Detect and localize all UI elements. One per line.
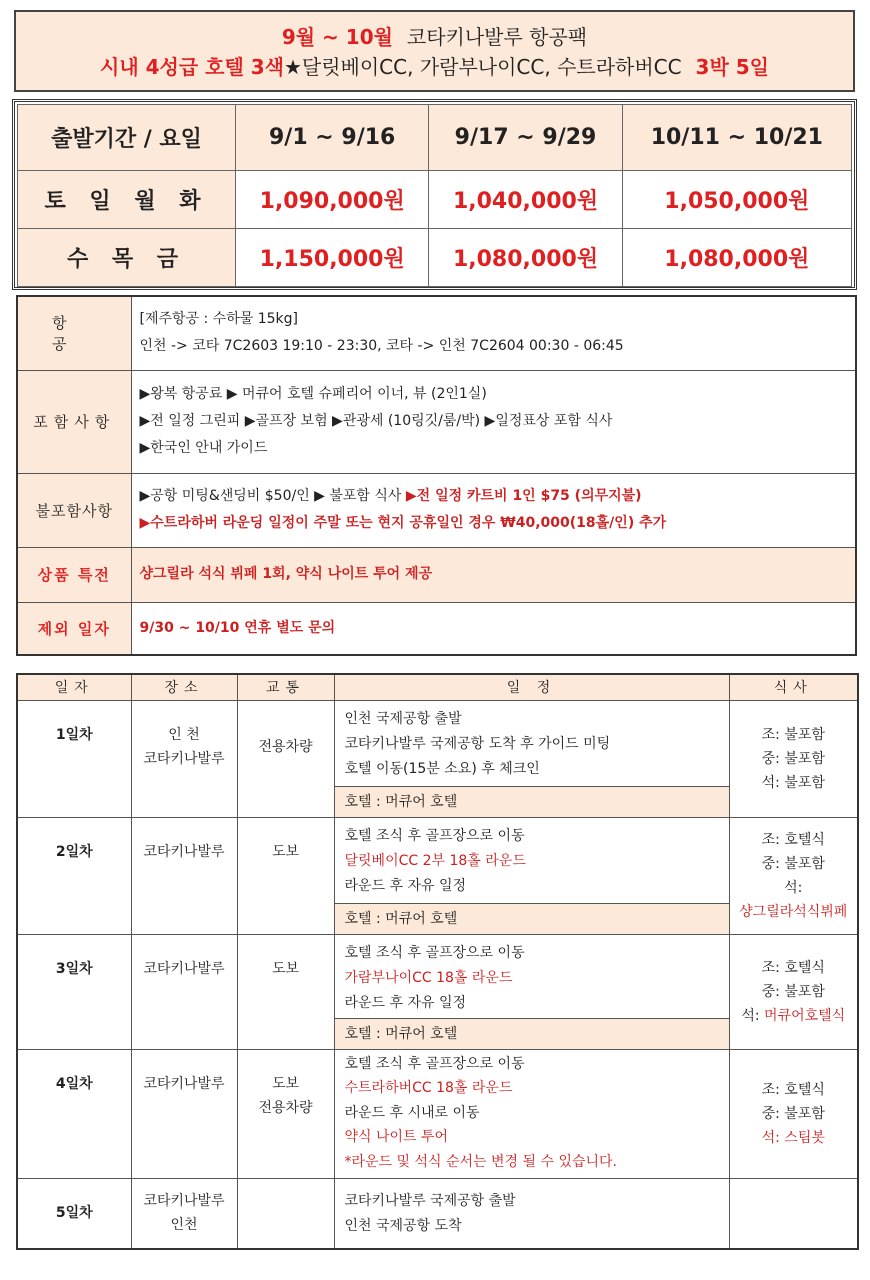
price-header-label: 출발기간 / 요일 [18,105,236,171]
transport-line: 전용차량 [258,1099,313,1116]
schedule-line: 호텔 조식 후 골프장으로 이동 [344,827,525,844]
exclude-label: 불포함사항 [17,473,131,547]
exclude-surcharge: ▶수트라하버 라운딩 일정이 주말 또는 현지 공휴일인 경우 ₩40,000(18홀/인) 추가 [139,515,667,531]
itin-schedule [334,700,729,817]
meal-line: 중: 불포함 [761,750,825,767]
schedule-line: 인천 국제공항 도착 [344,1218,462,1235]
price-period-2: 9/17 ~ 9/29 [429,105,622,171]
itin-place: 코타키나발루 [131,817,237,934]
meal-line-highlight: 샹그릴라석식뷔페 [739,903,848,920]
meal-line: 조: 호텔식 [761,959,825,976]
title-duration: 3박 5일 [695,55,769,79]
itin-day: 5일차 [17,1179,131,1249]
itin-place: 코타키나발루 [131,934,237,1049]
price-period-1: 9/1 ~ 9/16 [236,105,429,171]
schedule-line: 코타키나발루 국제공항 출발 [344,1193,516,1210]
itin-header-day: 일자 [17,674,131,700]
schedule-line-highlight: 약식 나이트 투어 [344,1129,449,1145]
hotel-line: 호텔 : 머큐어 호텔 [335,786,729,817]
flight-info [131,296,856,370]
include-label: 포함사항 [17,370,131,473]
meal-line-highlight: 석: 스팀봇 [761,1129,825,1146]
itin-meals [729,700,858,817]
flight-schedule: 인천 -> 코타 7C2603 19:10 - 23:30, 코타 -> 인천 7C2604 00:30 - 06:45 [139,338,624,355]
exclude-cart-fee: ▶전 일정 카트비 1인 $75 (의무지불) [405,488,642,504]
exclude-line-1a: ▶공항 미팅&샌딩비 $50/인 ▶ 불포함 식사 [139,488,402,504]
itin-place: 코타키나발루 [131,1049,237,1179]
title-courses: ★달릿베이CC, 가람부나이CC, 수트라하버CC [283,55,682,79]
hotel-line: 호텔 : 머큐어 호텔 [335,1018,729,1049]
excluded-dates: 9/30 ~ 10/10 연휴 별도 문의 [131,602,856,655]
itin-meals [729,1049,858,1179]
itin-day: 2일차 [17,817,131,934]
title-hotel: 시내 4성급 호텔 3색 [100,55,284,79]
price-cell: 1,080,000원 [429,229,622,287]
special-label: 상품 특전 [17,547,131,602]
exclude-line [140,483,848,510]
itin-day: 4일차 [17,1049,131,1179]
schedule-line: 라운드 후 자유 일정 [344,994,467,1011]
price-cell: 1,090,000원 [236,171,429,229]
price-cell: 1,040,000원 [429,171,622,229]
itin-place [131,1179,237,1249]
price-cell: 1,080,000원 [622,229,851,287]
itin-header-meal: 식사 [729,674,858,700]
meal-line: 조: 불포함 [761,726,825,743]
price-cell: 1,050,000원 [622,171,851,229]
itin-row [17,1179,858,1249]
itin-meals [729,817,858,934]
itin-transport: 전용차량 [237,700,334,817]
itin-schedule [334,1049,729,1179]
itin-meals [729,934,858,1049]
itin-transport [237,1179,334,1249]
meal-label: 석: [741,1007,765,1024]
meal-line: 중: 불포함 [761,855,825,872]
itin-row [17,817,858,934]
schedule-line-highlight: 달릿베이CC 2부 18홀 라운드 [344,852,526,869]
schedule-line: 호텔 조식 후 골프장으로 이동 [344,1055,525,1072]
meal-line: 석: [784,879,803,896]
itinerary-table [16,673,859,1250]
itin-transport: 도보 [237,817,334,934]
exclude-info [131,473,856,547]
include-line: ▶왕복 항공료 ▶ 머큐어 호텔 슈페리어 이너, 뷰 (2인1실) [139,386,487,402]
meal-line: 조: 호텔식 [761,831,825,848]
itin-transport [237,1049,334,1179]
title-line-2 [16,52,853,82]
meal-line: 석: 불포함 [761,774,825,791]
schedule-line: 라운드 후 자유 일정 [344,877,467,894]
place-line: 코타키나발루 [143,1193,225,1210]
schedule-line-highlight: 가람부나이CC 18홀 라운드 [344,969,513,986]
schedule-line: 호텔 이동(15분 소요) 후 체크인 [344,760,540,777]
itin-row [17,1049,858,1179]
meal-line: 중: 불포함 [761,1105,825,1122]
title-product: 코타키나발루 항공팩 [406,25,588,49]
itin-header-place: 장소 [131,674,237,700]
include-info [131,370,856,473]
excluded-dates-label: 제외 일자 [17,602,131,655]
schedule-line: 코타키나발루 국제공항 도착 후 가이드 미팅 [344,735,611,752]
itin-place [131,700,237,817]
schedule-line-highlight: 수트라하버CC 18홀 라운드 [344,1080,513,1096]
place-line: 인 천 [168,726,200,743]
price-row-label-weekend: 토 일 월 화 [18,171,236,229]
price-table-frame [12,99,857,290]
itin-schedule [334,934,729,1049]
hotel-line: 호텔 : 머큐어 호텔 [335,903,729,934]
itin-day: 3일차 [17,934,131,1049]
itin-schedule [334,817,729,934]
info-table [16,295,857,656]
place-line: 인천 [170,1217,198,1234]
itin-schedule [334,1179,729,1249]
itin-transport: 도보 [237,934,334,1049]
title-line-1 [16,22,853,52]
schedule-line: 인천 국제공항 출발 [344,710,462,727]
itin-day: 1일차 [17,700,131,817]
itin-header-transport: 교통 [237,674,334,700]
place-line: 코타키나발루 [143,750,225,767]
itin-row [17,934,858,1049]
price-row-label-weekday: 수 목 금 [18,229,236,287]
price-period-3: 10/11 ~ 10/21 [622,105,851,171]
include-line: ▶한국인 안내 가이드 [139,440,268,456]
schedule-line: 라운드 후 시내로 이동 [344,1104,480,1121]
title-months: 9월 ~ 10월 [281,25,393,49]
flight-baggage: [제주항공 : 수하물 15kg] [139,311,298,328]
include-line: ▶전 일정 그린피 ▶골프장 보험 ▶관광세 (10링깃/룸/박) ▶일정표상 포함 식사 [139,413,613,429]
meal-line [730,1004,858,1028]
itin-header-schedule: 일 정 [334,674,729,700]
flight-label: 항 공 [17,296,131,370]
itin-meals [729,1179,858,1249]
transport-line: 도보 [271,1075,300,1092]
price-table [17,104,852,287]
schedule-line: 호텔 조식 후 골프장으로 이동 [344,944,525,961]
special-offer: 샹그릴라 석식 뷔페 1회, 약식 나이트 투어 제공 [131,547,856,602]
meal-line: 중: 불포함 [761,983,825,1000]
meal-line-highlight: 머큐어호텔식 [764,1007,846,1024]
meal-line: 조: 호텔식 [761,1081,825,1098]
price-cell: 1,150,000원 [236,229,429,287]
itin-row [17,700,858,817]
title-banner [14,10,855,92]
schedule-note: *라운드 및 석식 순서는 변경 될 수 있습니다. [344,1153,618,1170]
